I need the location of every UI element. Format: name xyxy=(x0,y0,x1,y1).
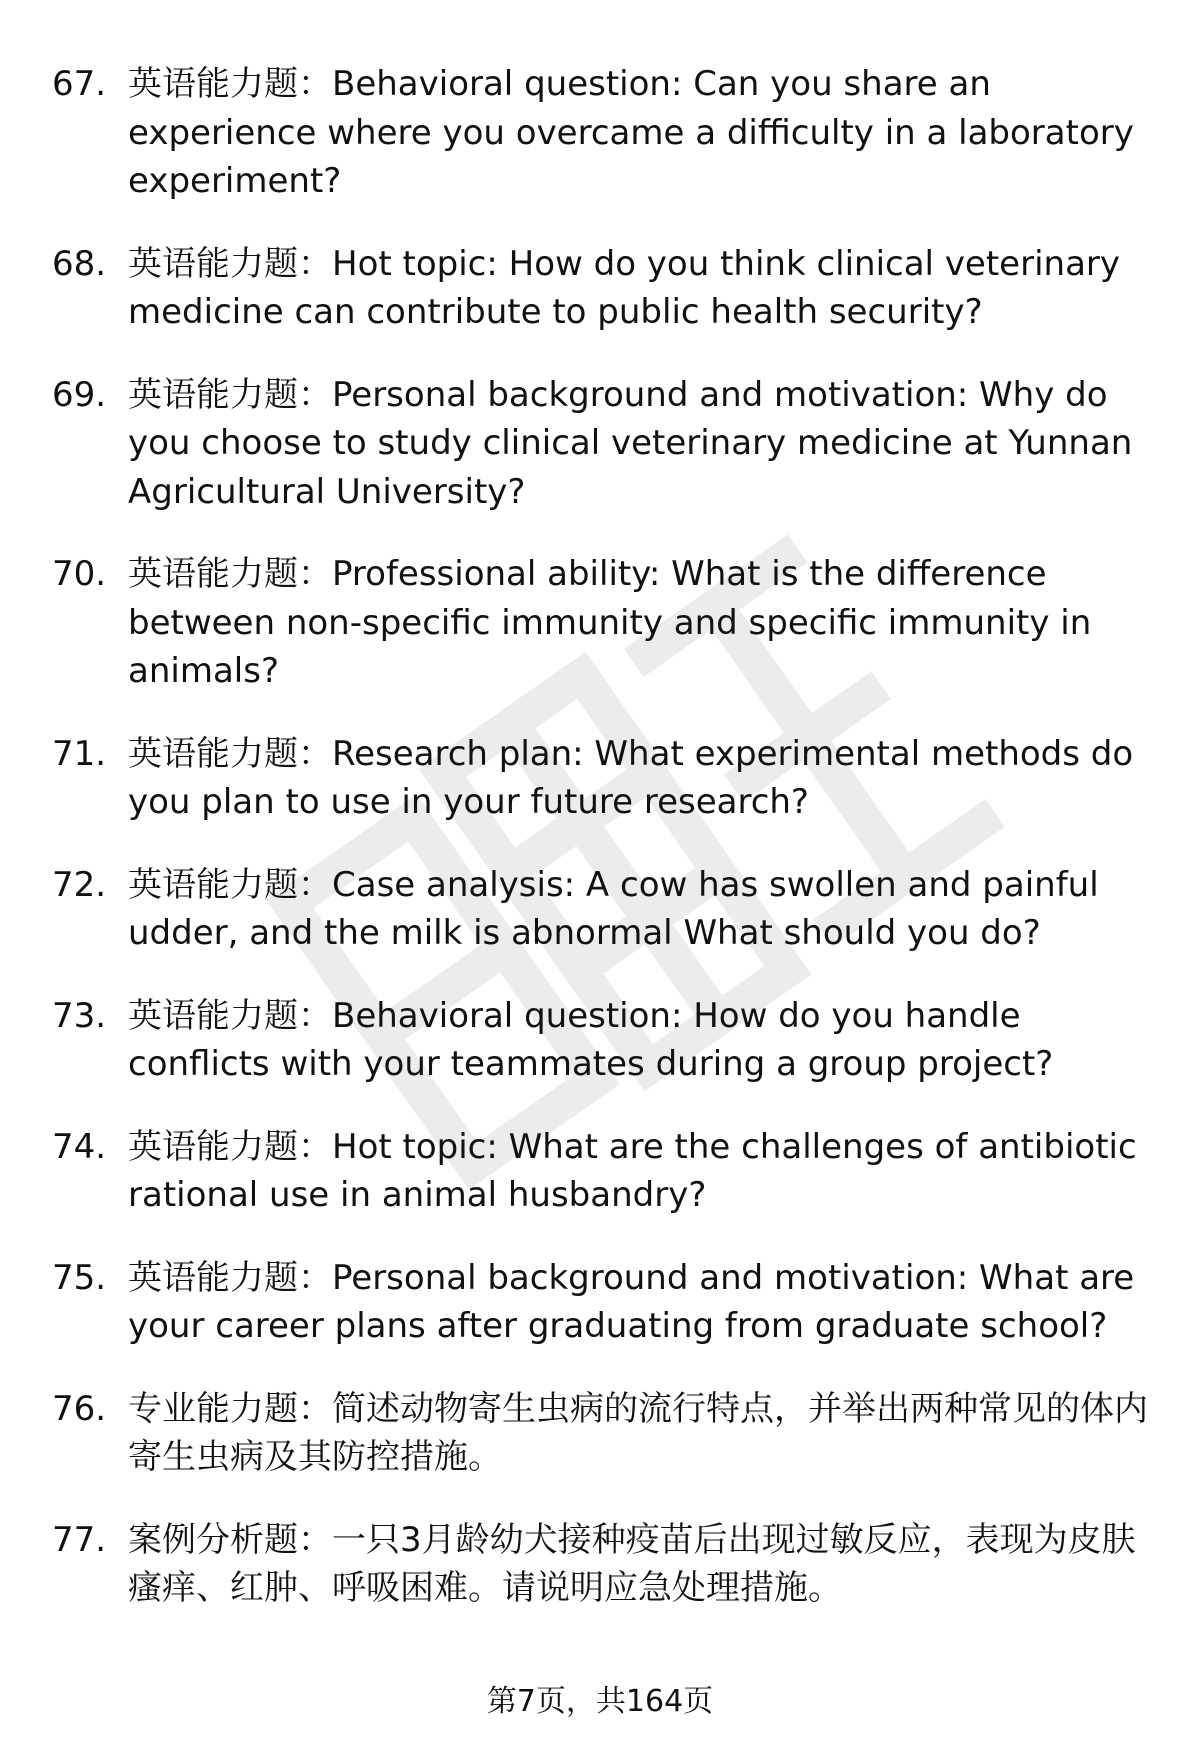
question-number: 69. xyxy=(52,374,107,415)
question-number: 73. xyxy=(52,995,107,1036)
question-text: 专业能力题：简述动物寄生虫病的流行特点，并举出两种常见的体内寄生虫病及其防控措施。 xyxy=(128,1388,1148,1477)
question-number: 71. xyxy=(52,733,107,774)
question-number: 72. xyxy=(52,864,107,905)
list-item xyxy=(52,1385,1162,1482)
question-text: 英语能力题：Case analysis: A cow has swollen and painful udder, and the milk is abnormal What should you do? xyxy=(128,864,1099,953)
question-number: 74. xyxy=(52,1126,107,1167)
question-text: 英语能力题：Professional ability: What is the difference between non-specific immunity and specific immunity in animals? xyxy=(128,554,1092,691)
list-item xyxy=(52,1516,1162,1613)
page-number-footer: 第7页，共164页 xyxy=(486,1684,714,1719)
list-item xyxy=(52,861,1162,958)
list-item xyxy=(52,730,1162,827)
list-item xyxy=(52,550,1162,696)
question-text: 案例分析题：一只3月龄幼犬接种疫苗后出现过敏反应，表现为皮肤瘙痒、红肿、呼吸困难。请说明应急处理措施。 xyxy=(128,1519,1136,1608)
question-text: 英语能力题：Personal background and motivation: What are your career plans after graduating from graduate school? xyxy=(128,1257,1135,1346)
question-number: 75. xyxy=(52,1257,107,1298)
list-item xyxy=(52,371,1162,517)
question-text: 英语能力题：Behavioral question: Can you share an experience where you overcame a difficulty in a laboratory experiment? xyxy=(128,64,1134,201)
question-list xyxy=(52,60,1162,1647)
question-text: 英语能力题：Research plan: What experimental methods do you plan to use in your future research? xyxy=(128,733,1134,822)
question-number: 68. xyxy=(52,243,107,284)
question-text: 英语能力题：Personal background and motivation: Why do you choose to study clinical veterinary medicine at Yunnan Agricultural University? xyxy=(128,374,1133,512)
question-text: 英语能力题：Hot topic: What are the challenges of antibiotic rational use in animal husbandry? xyxy=(128,1126,1137,1215)
list-item xyxy=(52,1123,1162,1220)
question-number: 76. xyxy=(52,1388,107,1429)
question-text: 英语能力题：Hot topic: How do you think clinical veterinary medicine can contribute to public health security? xyxy=(128,243,1121,332)
list-item xyxy=(52,240,1162,337)
list-item xyxy=(52,1254,1162,1351)
list-item xyxy=(52,60,1162,206)
question-number: 67. xyxy=(52,64,107,104)
question-text: 英语能力题：Behavioral question: How do you handle conflicts with your teammates during a group project? xyxy=(128,995,1054,1084)
list-item xyxy=(52,992,1162,1089)
question-number: 70. xyxy=(52,554,107,594)
question-number: 77. xyxy=(52,1519,107,1560)
